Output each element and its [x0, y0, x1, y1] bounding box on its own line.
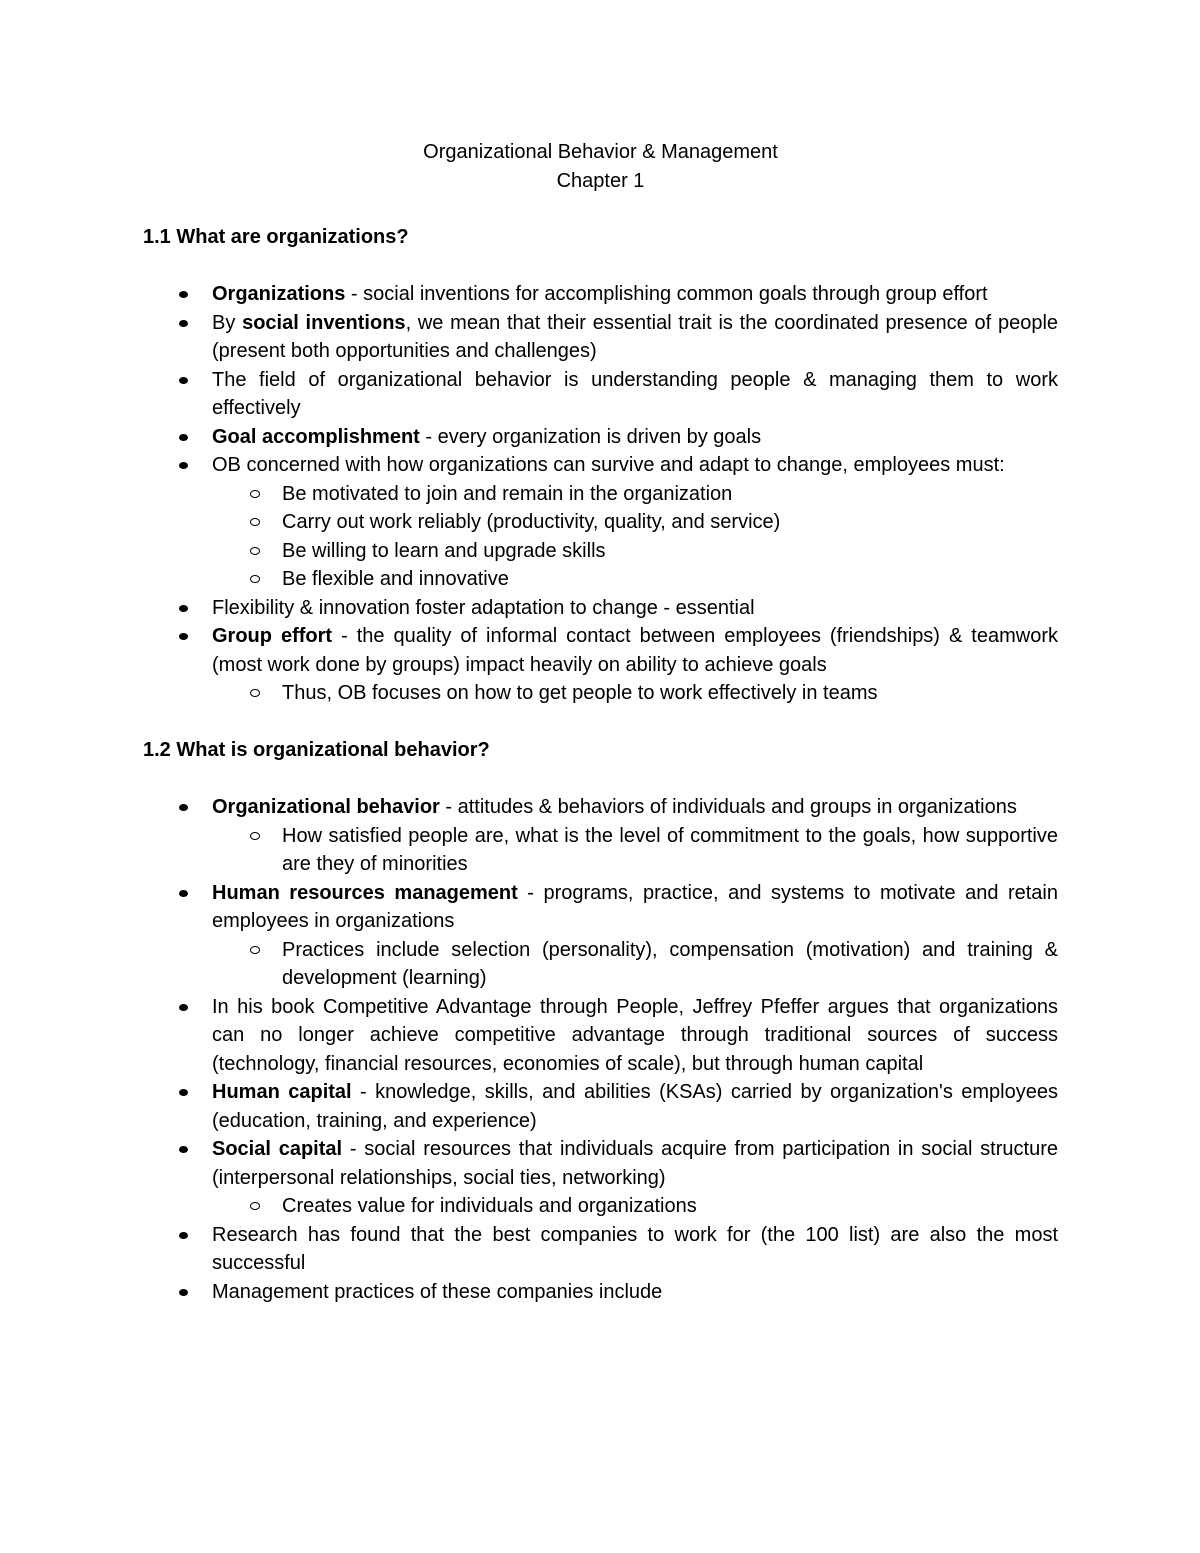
item-text: - every organization is driven by goals	[419, 425, 762, 448]
sub-list	[212, 936, 1058, 993]
sub-list	[212, 822, 1058, 879]
list-item	[143, 366, 1058, 423]
list-item	[143, 1078, 1058, 1135]
document-title: Organizational Behavior & Management	[423, 141, 778, 163]
spacer	[143, 252, 1058, 281]
list-item	[143, 280, 1058, 309]
sub-list-item: Carry out work reliably (productivity, quality, and service)	[212, 508, 1058, 537]
item-text: The field of organizational behavior is understanding people & managing them to work effectively	[212, 368, 1058, 419]
sub-list-item: Be willing to learn and upgrade skills	[212, 537, 1058, 566]
term: Goal accomplishment	[212, 425, 420, 448]
term: social inventions	[242, 311, 406, 334]
list-item	[143, 594, 1058, 623]
sub-list-item: How satisfied people are, what is the level of commitment to the goals, how supportive are they of minorities	[212, 822, 1058, 879]
sub-list	[212, 480, 1058, 594]
item-text: In his book Competitive Advantage through People, Jeffrey Pfeffer argues that organizations can no longer achieve competitive advantage through traditional sources of success (technology, financial resources, economies of scale), but through human capital	[212, 995, 1058, 1075]
list-item	[143, 879, 1058, 993]
bullet-list-1-2	[143, 793, 1058, 1306]
item-text: - social inventions for accomplishing common goals through group effort	[345, 283, 988, 305]
list-item	[143, 1135, 1058, 1221]
list-item	[143, 451, 1058, 594]
spacer	[143, 708, 1058, 737]
section-heading-1-1: 1.1 What are organizations?	[143, 226, 409, 248]
sub-list-item: Be motivated to join and remain in the organization	[212, 480, 1058, 509]
spacer	[143, 765, 1058, 794]
list-item	[143, 1221, 1058, 1278]
sub-list-item: Creates value for individuals and organizations	[212, 1192, 1058, 1221]
sub-list	[212, 679, 1058, 708]
list-item	[143, 622, 1058, 708]
list-item	[143, 423, 1058, 452]
item-text: Research has found that the best companies to work for (the 100 list) are also the most successful	[212, 1223, 1058, 1274]
term: Organizational behavior	[212, 796, 440, 818]
list-item	[143, 1278, 1058, 1307]
sub-list-item: Practices include selection (personality), compensation (motivation) and training & development (learning)	[212, 936, 1058, 993]
sub-list-item: Be flexible and innovative	[212, 565, 1058, 594]
document-content	[143, 138, 1058, 1306]
list-item	[143, 993, 1058, 1079]
item-text: - the quality of informal contact between employees (friendships) & teamwork (most work done by groups) impact heavily on ability to achieve goals	[212, 625, 1058, 676]
term: Group effort	[212, 625, 333, 647]
sub-list-item: Thus, OB focuses on how to get people to work effectively in teams	[212, 679, 1058, 708]
item-text: - programs, practice, and systems to motivate and retain employees in organizations	[212, 881, 1058, 932]
item-text: Management practices of these companies include	[212, 1280, 663, 1303]
section-heading-1-2: 1.2 What is organizational behavior?	[143, 739, 490, 761]
item-text: - knowledge, skills, and abilities (KSAs) carried by organization's employees (education, training, and experience)	[212, 1081, 1058, 1132]
item-prefix: By	[212, 311, 243, 334]
list-item	[143, 793, 1058, 879]
item-text: Flexibility & innovation foster adaptation to change - essential	[212, 596, 755, 619]
title-block	[143, 138, 1058, 195]
item-text: OB concerned with how organizations can survive and adapt to change, employees must:	[212, 454, 1005, 476]
item-text: - attitudes & behaviors of individuals and groups in organizations	[439, 796, 1017, 818]
term: Organizations	[212, 283, 346, 305]
item-text: - social resources that individuals acquire from participation in social structure (interpersonal relationships, social ties, networking)	[212, 1138, 1058, 1189]
term: Human resources management	[212, 881, 518, 904]
item-text: , we mean that their essential trait is the coordinated presence of people (present both opportunities and challenges)	[212, 311, 1059, 362]
term: Human capital	[212, 1081, 352, 1103]
term: Social capital	[212, 1138, 343, 1160]
bullet-list-1-1	[143, 280, 1058, 708]
sub-list	[212, 1192, 1058, 1221]
document-subtitle: Chapter 1	[556, 169, 645, 192]
list-item	[143, 309, 1058, 366]
